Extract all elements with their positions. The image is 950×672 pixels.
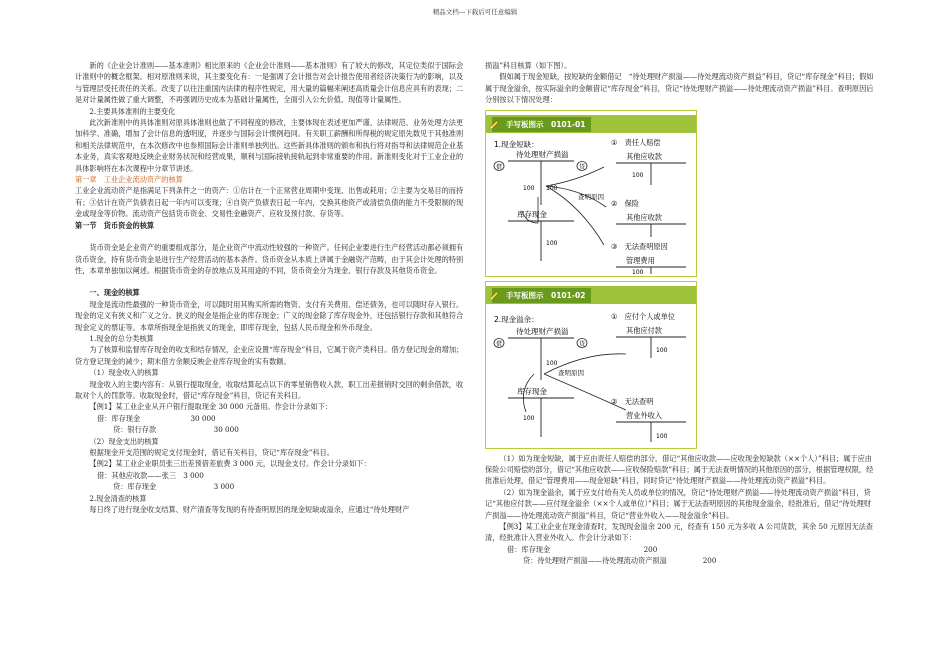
amount: 100 [632, 171, 644, 179]
account-name: 其他应收款 [626, 151, 662, 161]
subheading: 1.现金的总分类核算 [89, 333, 154, 343]
option-label: ① 责任人赔偿 [611, 137, 661, 147]
figure-title-text: 手写板图示 0101-01 [506, 119, 586, 129]
t-account-diagram [486, 282, 696, 448]
credit-label: 贷 [579, 163, 586, 171]
option-label: ③ 无法查明原因 [611, 241, 668, 251]
account-name: 库存现金 [517, 209, 547, 219]
journal-debit: 借：库存现金 200 [507, 544, 658, 554]
amount: 100 [523, 184, 535, 192]
example: 【例2】某工业企业职员张三出差预借差旅费 3 000 元，以现金支付。作会计分录如下： [89, 459, 371, 469]
amount: 100 [523, 414, 535, 422]
reason-label: 查明原因 [558, 368, 584, 377]
credit-label: 贷 [579, 340, 586, 348]
subheading: 一、现金的核算 [89, 288, 140, 298]
journal-credit: 贷：银行存款 30 000 [113, 425, 239, 435]
page-header: 精品文档---下载后可任意编辑 [432, 8, 518, 16]
account-name: 其他应付款 [626, 325, 662, 335]
amount: 100 [656, 346, 668, 354]
example: 【例1】某工业企业从开户银行提取现金 30 000 元备用。作会计分录如下： [89, 402, 333, 412]
account-name: 营业外收入 [626, 410, 662, 420]
subheading: 2.现金清查的核算 [89, 493, 147, 503]
amount: 100 [546, 359, 558, 367]
figure-cash-overage [485, 281, 697, 449]
left-column [75, 60, 465, 515]
option-label: ① 应付个人或单位 [611, 311, 675, 321]
account-name: 待处理财产损溢 [516, 149, 569, 159]
paragraph: 现金是流动性最强的一种货币资金，可以随时用其购买所需的物资、支付有关费用、偿还债务，也可以随时存入银行。现金的定义有狭义和广义之分。狭义的现金是指企业的库存现金；广义的现金除了库存现金外，还包括银行存款和其他符合现金定义的票证等。本章所指现金是指狭义的现金，即库存现金，包括人民币现金和外币现金。 [75, 299, 464, 332]
account-name: 库存现金 [517, 386, 547, 396]
chapter-title: 第一章 工业企业流动资产的核算 [75, 175, 183, 185]
paragraph: 为了核算和监督库存现金的收支和结存情况，企业应设置“库存现金”科目，它属于资产类科目。借方登记现金的增加；贷方登记现金的减少；期末借方余额反映企业库存现金的实有数额。 [75, 345, 464, 366]
amount: 100 [656, 432, 668, 440]
option-label: ② 保险 [611, 198, 640, 208]
account-name: 待处理财产损溢 [516, 326, 569, 336]
journal-credit: 贷：待处理财产损溢——待处理流动资产损溢 200 [523, 556, 717, 566]
diagram-heading: 1.现金短缺： [494, 139, 539, 149]
amount: 100 [632, 268, 644, 276]
subheading: （1）现金收入的核算 [89, 368, 159, 378]
paragraph: 每日终了进行现金收支结算、财产清查等发现的有待查明原因的现金短缺或溢余，应通过“待处理财产 [89, 505, 410, 515]
amount: 100 [546, 184, 558, 192]
example: 【例3】某工业企业在现金清查时，发现现金溢余 200 元，经查有 150 元为多收 A 公司货款，其余 50 元原因无法查清，经批准计入营业外收入。作会计分录如下： [485, 522, 874, 543]
account-name: 其他应收款 [626, 212, 662, 222]
paragraph: （1）如为现金短缺，属于应由责任人赔偿的部分，借记“其他应收款——应收现金短缺款（××个人）”科目；属于应由保险公司赔偿的部分，借记“其他应收款——应收保险赔款”科目；属于无法查明情况的其他原因的部分，根据管理权限，经批准后处理，借记“管理费用——现金短缺”科目，同时贷记“待处理财产损溢——待处理流动资产损溢”科目。 [485, 453, 874, 486]
t-account-diagram [486, 111, 696, 276]
right-column [485, 60, 878, 567]
journal-debit: 借：其他应收款——张三 3 000 [97, 470, 204, 480]
debit-label: 借 [496, 163, 503, 171]
flow-arrow [546, 167, 604, 186]
journal-debit: 借：库存现金 30 000 [97, 413, 216, 423]
paragraph: （2）如为现金溢余，属于应支付给有关人员或单位的情况，贷记“待处理财产损溢——待处理流动资产损溢”科目，贷记“其他应付款——应付现金溢余（××个人或单位）”科目；属于无法查明原因的其他现金溢余，经批准后，借记“待处理财产损溢——待处理流动资产损溢”科目，贷记“营业外收入——现金溢余”科目。 [485, 487, 872, 520]
debit-label: 借 [496, 340, 503, 348]
paragraph: 货币资金是企业资产的重要组成部分，是企业资产中流动性较强的一种资产。任何企业要进行生产经营活动都必须拥有货币资金，持有货币资金是进行生产经营活动的基本条件。货币资金从本质上讲属于金融资产范畴，由于其会计处理的特别性，本章单独加以阐述。根据货币资金的存放地点及其用途的不同，货币资金分为现金、银行存款及其他货币资金。 [75, 243, 464, 275]
figure-title-text: 手写板图示 0101-02 [506, 290, 586, 300]
paragraph: 损溢”科目核算（如下图）。 [485, 61, 572, 70]
paragraph: 新的《企业会计准则——基本准则》相比原来的《企业会计准则——基本准则》有了较大的修改，其定位类似于国际会计准则中的概念框架。相对原准则来说，其主要变化有：一是强调了会计报告对会计报告使用者经济决策行为的影响，以及与管理层受托责任的关系。改变了以往注重国内法律的程序性规定，用大量的篇幅来阐述高质量会计信息应具有的表现；二是对计量属性做了重大调整，不再强调历史成本为基础计量属性，全面引入公允价值、现值等计量属性。 [75, 61, 464, 105]
paragraph: 根据现金开支范围的规定支付现金时，借记有关科目，贷记“库存现金”科目。 [89, 448, 334, 457]
account-name: 管理费用 [626, 255, 655, 265]
paragraph: 假如属于现金短缺，按短缺的金额借记 “待处理财产损溢——待处理流动资产损益”科目，贷记“库存现金”科目；假如属于现金溢余，按实际溢余的金额借记“库存现金”科目，贷记“待处理财产损溢——待处理流动资产损溢”科目。查明原因后分别按以下情况处理： [485, 72, 874, 105]
section-title: 第一节 货币资金的核算 [75, 220, 155, 230]
reason-label: 查明原因 [578, 192, 604, 201]
diagram-heading: 2.现金溢余： [494, 314, 539, 324]
subheading: 2.主要具体准则的主要变化 [89, 106, 176, 116]
paragraph: 现金收入的主要内容有：从银行提取现金，收取结算起点以下的零星销售收入款，职工出差报销时交回的剩余借款，收取对个人的罚款等。收取现金时，借记“库存现金”科目，贷记有关科目。 [75, 379, 464, 400]
paragraph: 此次新准则中的具体准则对原具体准则也做了不同程度的修改，主要体现在表述更加严谨、法律规范、业务处理方法更加科学、准确，增加了会计信息的透明度，并逐步与国际会计惯例趋同。有关职工薪酬和所得税的规定原先数见于其他准则和相关法律规范中，在本次修改中也参照国际会计准则单独列出。这些新具体准则的颁布和执行将对指导和法律规范企业基本业务，真实客观地反映企业财务状况和经营成果，顺利与国际接轨接轨起到非常重要的作用。新准则变化对于工业企业的具体影响将在本次课程中分章节讲述。 [75, 118, 464, 173]
paragraph: 工业企业流动资产是指满足下列条件之一的资产：①估计在一个正常营业周期中变现、出售或耗用；②主要为交易目的而持有；③估计在资产负债表日起一年内可以变现；④自资产负债表日起一年内，交换其他资产或清偿负债的能力不受限制的现金或现金等价物。流动资产包括货币资金、交易性金融资产、应收及预付款、存货等。 [75, 186, 464, 219]
amount: 100 [546, 239, 558, 247]
journal-credit: 贷：库存现金 3 000 [113, 482, 235, 492]
subheading: （2）现金支出的核算 [89, 436, 159, 446]
figure-cash-shortage [485, 110, 697, 277]
option-label: ② 无法查明 [611, 396, 654, 406]
